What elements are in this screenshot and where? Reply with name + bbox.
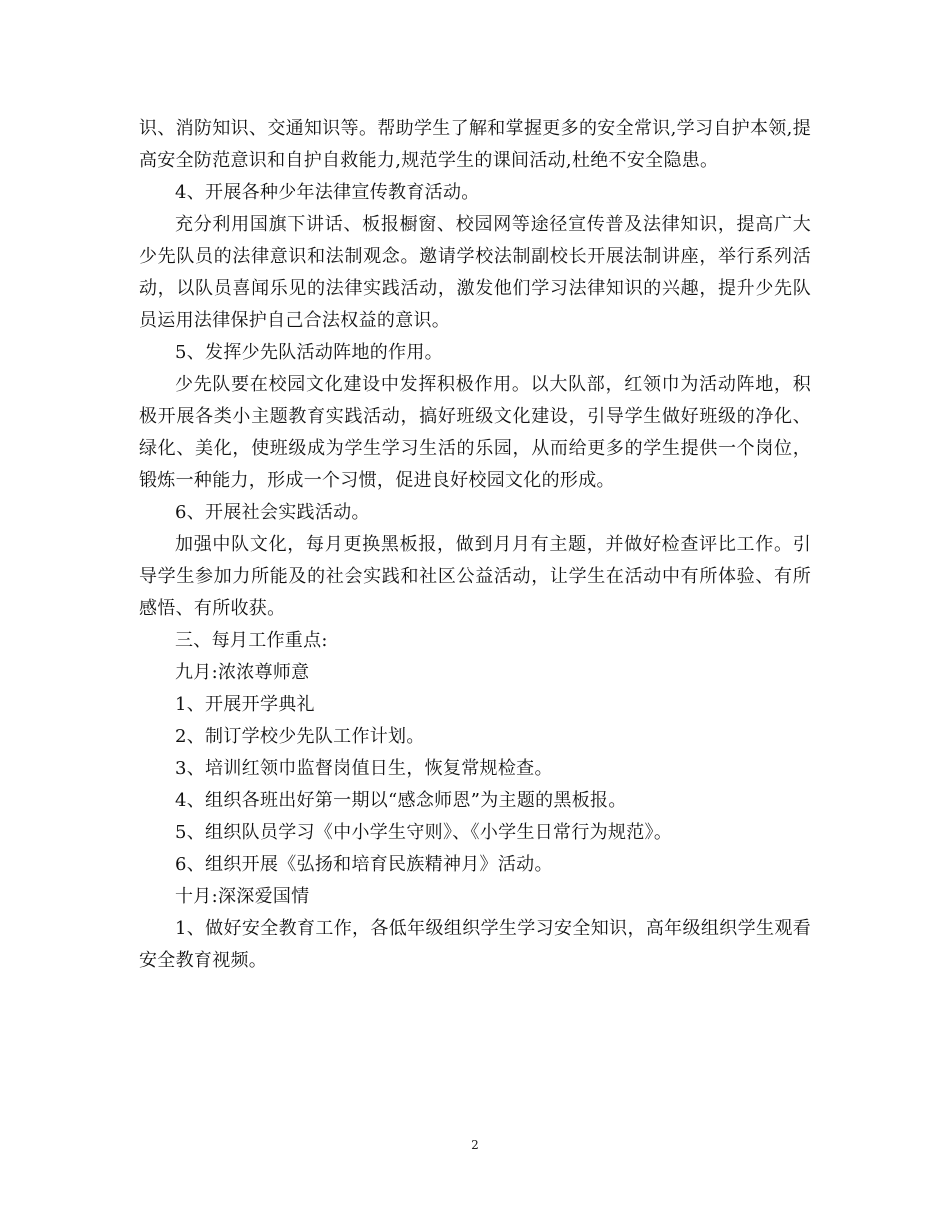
paragraph-activity-base: 少先队要在校园文化建设中发挥积极作用。以大队部，红领巾为活动阵地，积极开展各类小主题教育实践活动，搞好班级文化建设，引导学生做好班级的净化、绿化、美化，使班级成为学生学习生活的乐园，从而给更多的学生提供一个岗位，锻炼一种能力，形成一个习惯，促进良好校园文化的形成。 — [139, 374, 811, 491]
list-item-sep-4: 4、组织各班出好第一期以“感念师恩”为主题的黑板报。 — [175, 790, 627, 811]
list-item-sep-6: 6、组织开展《弘扬和培育民族精神月》活动。 — [175, 854, 553, 875]
list-item-sep-5: 5、组织队员学习《中小学生守则》、《小学生日常行为规范》。 — [175, 822, 673, 843]
document-body — [139, 113, 811, 977]
list-item-oct-1: 1、做好安全教育工作，各低年级组织学生学习安全知识，高年级组织学生观看安全教育视频。 — [139, 918, 811, 971]
heading-social-practice: 6、开展社会实践活动。 — [175, 502, 370, 523]
page-number: 2 — [471, 1138, 479, 1152]
list-item-sep-1: 1、开展开学典礼 — [175, 694, 315, 715]
heading-activity-base: 5、发挥少先队活动阵地的作用。 — [175, 342, 443, 363]
paragraph-law-education: 充分利用国旗下讲话、板报橱窗、校园网等途径宣传普及法律知识，提高广大少先队员的法律意识和法制观念。邀请学校法制副校长开展法制讲座，举行系列活动，以队员喜闻乐见的法律实践活动，激发他们学习法律知识的兴趣，提升少先队员运用法律保护自己合法权益的意识。 — [139, 214, 811, 331]
heading-law-education: 4、开展各种少年法律宣传教育活动。 — [175, 182, 480, 203]
heading-september: 九月:浓浓尊师意 — [175, 662, 310, 683]
paragraph-social-practice: 加强中队文化，每月更换黑板报，做到月月有主题，并做好检查评比工作。引导学生参加力所能及的社会实践和社区公益活动，让学生在活动中有所体验、有所感悟、有所收获。 — [139, 534, 811, 619]
heading-monthly-focus: 三、每月工作重点: — [175, 630, 328, 651]
heading-october: 十月:深深爱国情 — [175, 886, 310, 907]
list-item-sep-2: 2、制订学校少先队工作计划。 — [175, 726, 425, 747]
paragraph-safety-knowledge: 识、消防知识、交通知识等。帮助学生了解和掌握更多的安全常识,学习自护本领,提高安全防范意识和自护自救能力,规范学生的课间活动,杜绝不安全隐患。 — [139, 118, 811, 171]
list-item-sep-3: 3、培训红领巾监督岗值日生，恢复常规检查。 — [175, 758, 553, 779]
